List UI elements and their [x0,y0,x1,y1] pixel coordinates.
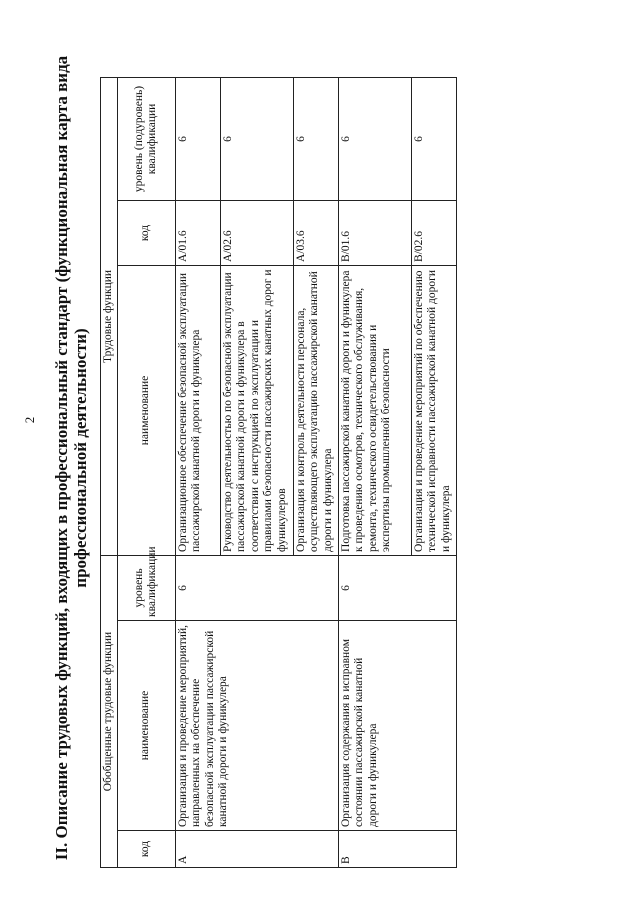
generalized-header: Обобщенные трудовые функции [101,555,118,867]
func-level-cell: 6 [411,77,456,200]
func-code-cell: A/02.6 [220,200,293,265]
table-row [175,77,220,867]
func-level-cell: 6 [338,77,411,200]
gen-name-cell: Организация содержания в исправном состоянии пассажирской канатной дороги и фуникулера [338,621,456,831]
section-title [52,48,92,868]
functional-map-table [100,77,457,868]
rotated-content [52,48,640,868]
func-code-cell: A/01.6 [175,200,220,265]
table-row [338,77,411,867]
sublevel-header: уровень (подуровень) квалификации [117,77,175,200]
gen-code-cell: A [175,831,338,868]
func-name-cell: Подготовка пассажирской канатной дороги и фуникулера к проведению осмотров, технического обслуживания, ремонта, технического освидетельствования и экспертизы промышленной безопасности [338,265,411,555]
title-line-2: профессиональной деятельности) [71,328,90,588]
title-line-1: II. Описание трудовых функций, входящих в профессиональный стандарт (функциональная карта вида [52,55,71,861]
code-header: код [117,831,175,868]
func-code-cell: A/03.6 [293,200,338,265]
name2-header: наименование [117,265,175,555]
page-number: 2 [22,416,37,424]
gen-level-cell: 6 [175,555,338,620]
func-name-cell: Организационное обеспечение безопасной эксплуатации пассажирской канатной дороги и фуникулера [175,265,220,555]
func-name-cell: Организация и контроль деятельности персонала, осуществляющего эксплуатацию пассажирской канатной дороги и фуникулера [293,265,338,555]
qual-level-header: уровень квалификации [117,555,175,620]
func-name-cell: Организация и проведение мероприятий по обеспечению технической исправности пассажирской канатной дороги и фуникулера [411,265,456,555]
gen-name-cell: Организация и проведение мероприятий, направленных на обеспечение безопасной эксплуатации пассажирской канатной дороги и фуникулера [175,621,338,831]
func-name-cell: Руководство деятельностью по безопасной эксплуатации пассажирской канатной дороги и фуникулера в соответствии с инструкцией по эксплуатации и правилами безопасности пассажирских канатных дорог и фуникулеров [220,265,293,555]
func-code-cell: B/02.6 [411,200,456,265]
gen-code-cell: B [338,831,456,868]
func-level-cell: 6 [293,77,338,200]
code2-header: код [117,200,175,265]
name-header: наименование [117,621,175,831]
func-level-cell: 6 [220,77,293,200]
func-code-cell: B/01.6 [338,200,411,265]
func-level-cell: 6 [175,77,220,200]
gen-level-cell: 6 [338,555,456,620]
labor-functions-header: Трудовые функции [101,77,118,555]
